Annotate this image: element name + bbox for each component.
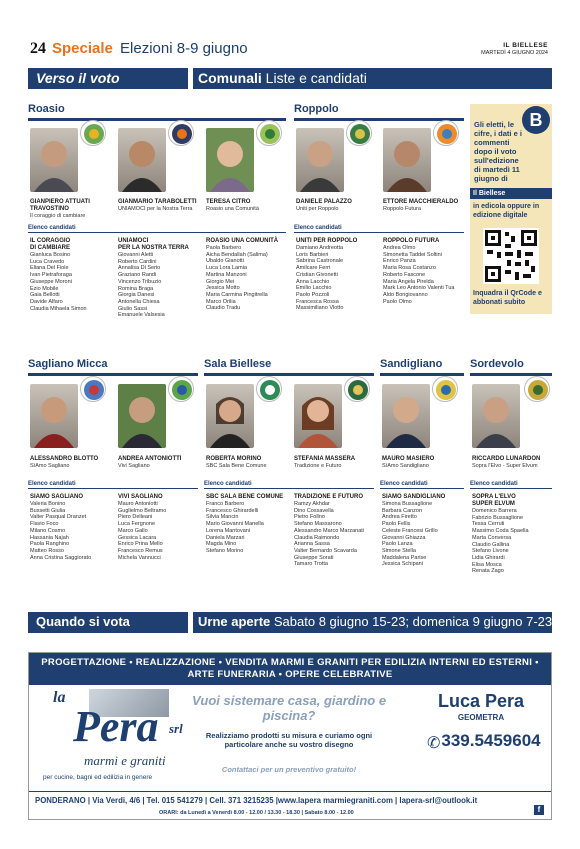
ad-logo-tagline: marmi e graniti xyxy=(84,753,166,768)
candidate-list-name: SìAmo Sagliano xyxy=(30,463,70,469)
candidate-photo xyxy=(118,384,166,448)
ad-headline: Vuoi sistemare casa, giardino e piscina? xyxy=(191,693,387,723)
newspaper-logo: B xyxy=(522,106,550,134)
candidate-list-name: SìAmo Sandigliano xyxy=(382,463,429,469)
ad-divider xyxy=(29,791,551,792)
promo-edition-text: in edicola oppure in edizione digitale xyxy=(473,203,540,219)
candidate-photo xyxy=(383,128,431,192)
list-title: ROPPOLO FUTURA xyxy=(383,238,440,244)
candidate-list-name: Sopra l'Elvo - Super Elvum xyxy=(472,463,538,469)
list-logo xyxy=(256,120,282,146)
candidate-list-block xyxy=(206,238,278,312)
list-title: SIAMO SANDIGLIANO xyxy=(382,494,446,500)
bar-right-label xyxy=(198,70,367,86)
candidate-list-name: Tradizione e Futuro xyxy=(294,463,342,469)
phone-icon: ✆ xyxy=(427,735,441,752)
candidate-list-block xyxy=(383,238,454,305)
section-title-sordevolo: Sordevolo xyxy=(470,358,552,376)
bar-divider xyxy=(188,68,193,89)
candidate-name: GIANMARIO TARABOLETTI xyxy=(118,199,197,205)
list-title: ROASIO UNA COMUNITÀ xyxy=(206,238,279,244)
candidate-list-name: UNIAMOCI per la Nostra Terra xyxy=(118,206,193,212)
candidate-name: ETTORE MACCHIERALDO xyxy=(383,199,459,205)
list-members: Mauro Antoniotti Guglielmo Beltramo Piero Delleani Luca Fergnone Marco Gallo Gessica Lacara Enrico Prina Mello Francesco Remus Michela Vannucci xyxy=(118,501,167,561)
list-logo xyxy=(344,376,370,402)
candidate-name: MAURO MASIERO xyxy=(382,456,435,462)
ad-logo-srl: srl xyxy=(169,721,183,736)
list-logo xyxy=(80,120,106,146)
list-title: SUPER ELVUM xyxy=(472,501,515,507)
ad-contact-title: GEOMETRA xyxy=(457,713,505,722)
candidate-list-block xyxy=(472,494,529,575)
bar-left-label: Verso il voto xyxy=(36,70,120,86)
facebook-icon[interactable]: f xyxy=(534,805,544,815)
masthead xyxy=(481,42,548,57)
list-members: Franco Barbero Francesco Ghirardelli Silvia Mancin Mario Giovanni Manella Lorena Mantovani Daniela Marzari Magda Mino Stefano Morino xyxy=(206,501,264,554)
list-members: Gianluca Bosino Luca Cravedo Eliana Del Fiole Ivan Pietraforaga Giuseppe Moroni Ezio Mobile Gaia Bellotti Davide Alfaro Claudia Mihaela Simon xyxy=(30,252,87,312)
bar-divider xyxy=(188,612,193,633)
elenco-candidati-label: Elenco candidati xyxy=(470,481,552,489)
candidate-list-block xyxy=(382,494,445,568)
ad-logo-pera: Pera xyxy=(73,702,159,751)
candidate-list-name: Uniti per Roppolo xyxy=(296,206,339,212)
section-title-roppolo: Roppolo xyxy=(294,103,464,121)
bar-right-text: Liste e candidati xyxy=(265,70,367,86)
list-logo xyxy=(524,376,550,402)
candidate-list-block xyxy=(118,494,166,561)
list-title: PER LA NOSTRA TERRA xyxy=(118,245,189,251)
list-title: SOPRA L'ELVO xyxy=(472,494,516,500)
candidate-list-block xyxy=(30,494,91,561)
list-title: UNITI PER ROPPOLO xyxy=(296,238,358,244)
candidate-list-block xyxy=(294,494,364,568)
candidate-photo xyxy=(472,384,520,448)
candidate-photo xyxy=(206,384,254,448)
ad-address-line[interactable]: PONDERANO | Via Verdi, 4/6 | Tel. 015 541279 | Cell. 371 3215235 |www.lapera marmiegraniti.com | lapera-srl@outlook.it xyxy=(35,796,478,805)
section-label: Speciale xyxy=(52,40,113,57)
list-title: DI CAMBIARE xyxy=(30,245,70,251)
candidate-list-block xyxy=(296,238,357,312)
voting-info-bar xyxy=(28,612,552,633)
voting-hours: Urne aperte Sabato 8 giugno 15-23; domenica 9 giugno 7-23 xyxy=(198,614,553,629)
candidate-name: ANDREA ANTONIOTTI xyxy=(118,456,182,462)
candidate-name: ALESSANDRO BLOTTO xyxy=(30,456,99,462)
candidate-photo xyxy=(118,128,166,192)
candidate-photo xyxy=(206,128,254,192)
bar-right-bold: Comunali xyxy=(198,70,262,86)
section-title-sandigliano: Sandigliano xyxy=(380,358,464,376)
section-title-roasio: Roasio xyxy=(28,103,286,121)
subscription-promo[interactable] xyxy=(470,104,552,314)
candidate-name: ROBERTA MORINO xyxy=(206,456,262,462)
candidate-photo xyxy=(294,384,342,448)
ad-contact-name: Luca Pera xyxy=(437,691,525,711)
page-number: 24 xyxy=(30,40,46,57)
ad-logo-subtagline: per cucine, bagni ed edilizia in genere xyxy=(43,774,153,781)
list-logo xyxy=(432,376,458,402)
elenco-candidati-label: Elenco candidati xyxy=(28,481,198,489)
ad-phone-number[interactable]: 339.5459604 xyxy=(441,731,541,750)
list-logo xyxy=(168,120,194,146)
candidate-list-name: SBC Sala Bene Comune xyxy=(206,463,267,469)
candidate-photo xyxy=(382,384,430,448)
issue-date: MARTEDÌ 4 GIUGNO 2024 xyxy=(481,50,548,56)
candidate-name: GIANPIERO ATTUATI TRAVOSTINO xyxy=(30,199,90,212)
candidate-list-block xyxy=(206,494,283,555)
list-members: Domenico Barrera Fabrizio Bussaglione Tessa Cerruti Massimo Coda Spaella Marta Conversa Claudio Gallina Stefano Livone Lidia Ghirardi Elisa Mosca Renata Zago xyxy=(472,508,529,575)
candidate-list-name: Vivi Sagliano xyxy=(118,463,150,469)
ad-services-banner: PROGETTAZIONE • REALIZZAZIONE • VENDITA MARMI E GRANITI PER EDILIZIA INTERNI ED ESTERNI • ARTE FUNERARIA • OPERE CELEBRATIVE xyxy=(29,653,551,685)
section-bar xyxy=(28,68,552,89)
page-header xyxy=(30,40,248,58)
list-members: Paola Barbero Aicha Bendallah (Salima) Ubaldo Gianotti Luca Lora Lamia Martina Manzoni Giorgio Mei Jessica Motto Maria Carmina Pingitrella Marco Orilia Claudio Tradu xyxy=(206,245,268,312)
brand-name: IL BIELLESE xyxy=(503,42,548,49)
section-title-sagliano: Sagliano Micca xyxy=(28,358,198,376)
list-members: Simona Bussaglione Barbara Canzon Andrea Firetto Paolo Fellis Celeste Francesi Grillo Giovanni Ghiazza Paolo Lanza Simone Stella Maddalena Parise Jessica Schipani xyxy=(382,501,438,568)
list-logo xyxy=(80,376,106,402)
candidate-name: TERESA CITRO xyxy=(206,199,251,205)
list-title: SIAMO SAGLIANO xyxy=(30,494,84,500)
candidate-name: STEFANIA MASSERA xyxy=(294,456,356,462)
qr-code-icon[interactable] xyxy=(483,228,539,284)
advertisement-la-pera[interactable] xyxy=(28,652,552,820)
promo-text: Gli eletti, le cifre, i dati e i commenti dopo il voto sull'edizione di martedì 11 giugno di xyxy=(474,120,522,183)
candidate-list-name: Il coraggio di cambiare xyxy=(30,213,86,219)
list-title: UNIAMOCI xyxy=(118,238,149,244)
list-members: Valeria Bonino Bussetti Giulia Valter Pasqual Dranzet Flavio Foco Milano Cosmo Hassania Najah Paola Ranghino Matteo Rosso Anna Cristina Saggiorato xyxy=(30,501,92,561)
elenco-candidati-label: Elenco candidati xyxy=(380,481,464,489)
ad-logo-la: la xyxy=(53,689,66,706)
promo-brand: Il Biellese xyxy=(470,188,552,199)
list-logo xyxy=(256,376,282,402)
candidate-list-block xyxy=(30,238,87,312)
ad-body: Realizziamo prodotti su misura e curiamo ogni particolare anche su vostro disegno xyxy=(205,731,373,749)
list-title: SBC SALA BENE COMUNE xyxy=(206,494,284,500)
section-title-sala: Sala Biellese xyxy=(204,358,374,376)
ad-opening-hours: ORARI: da Lunedì a Venerdì 8.00 - 12.00 / 13.30 - 18.30 | Sabato 8.00 - 12.00 xyxy=(159,810,354,816)
promo-cta: Inquadra il QrCode e abbonati subito xyxy=(473,290,542,306)
candidate-name: DANIELE PALAZZO xyxy=(296,199,352,205)
candidate-name: RICCARDO LUNARDON xyxy=(472,456,541,462)
list-title: IL CORAGGIO xyxy=(30,238,71,244)
candidate-list-block xyxy=(118,238,189,319)
elenco-candidati-label: Elenco candidati xyxy=(28,225,286,233)
list-title: TRADIZIONE E FUTURO xyxy=(294,494,363,500)
list-logo xyxy=(433,120,459,146)
list-logo xyxy=(346,120,372,146)
candidate-list-name: Roasio una Comunità xyxy=(206,206,259,212)
list-title: VIVI SAGLIANO xyxy=(118,494,163,500)
list-members: Ramzy Akhdar Dino Cossavella Pietro Follno Stefano Massarono Alessandro Marco Marzanati Claudia Raimondo Arianna Sassa Valter Bernardo Scavarda Giuseppe Sorati Tamaro Trotta xyxy=(294,501,365,568)
ad-cta: Contattaci per un preventivo gratuito! xyxy=(221,765,357,774)
candidate-list-name: Roppolo Futura xyxy=(383,206,421,212)
candidate-photo xyxy=(30,128,78,192)
candidate-photo xyxy=(296,128,344,192)
list-members: Andrea Olmo Simonetta Taddei Soltini Enrico Panza Maria Rosa Costanzo Roberto Fascone Maria Angela Pirelda Mark Leo Antonio Valenti Tua Aldo Bongiovanno Paolo Olmo xyxy=(383,245,455,305)
elenco-candidati-label: Elenco candidati xyxy=(294,225,464,233)
voting-bar-label: Quando si vota xyxy=(36,614,130,629)
list-logo xyxy=(168,376,194,402)
section-subtitle: Elezioni 8-9 giugno xyxy=(120,40,248,57)
candidate-photo xyxy=(30,384,78,448)
list-members: Damiano Andreotta Loris Barbieri Sabrina Castronale Amilcare Ferri Cristian Givonetti Anna Lacchio Emilio Lacchio Paolo Pozzoli Francesca Rossa Massimiliano Vlotto xyxy=(296,245,344,312)
list-members: Giovanni Aletti Roberto Cardini Annalisa Di Serio Graziano Randi Vincenzo Tribuzio Romina Braga Giorgia Danesi Antonella Chiesa Giulio Sassi Emanuele Valsesia xyxy=(118,252,165,319)
elenco-candidati-label: Elenco candidati xyxy=(204,481,374,489)
